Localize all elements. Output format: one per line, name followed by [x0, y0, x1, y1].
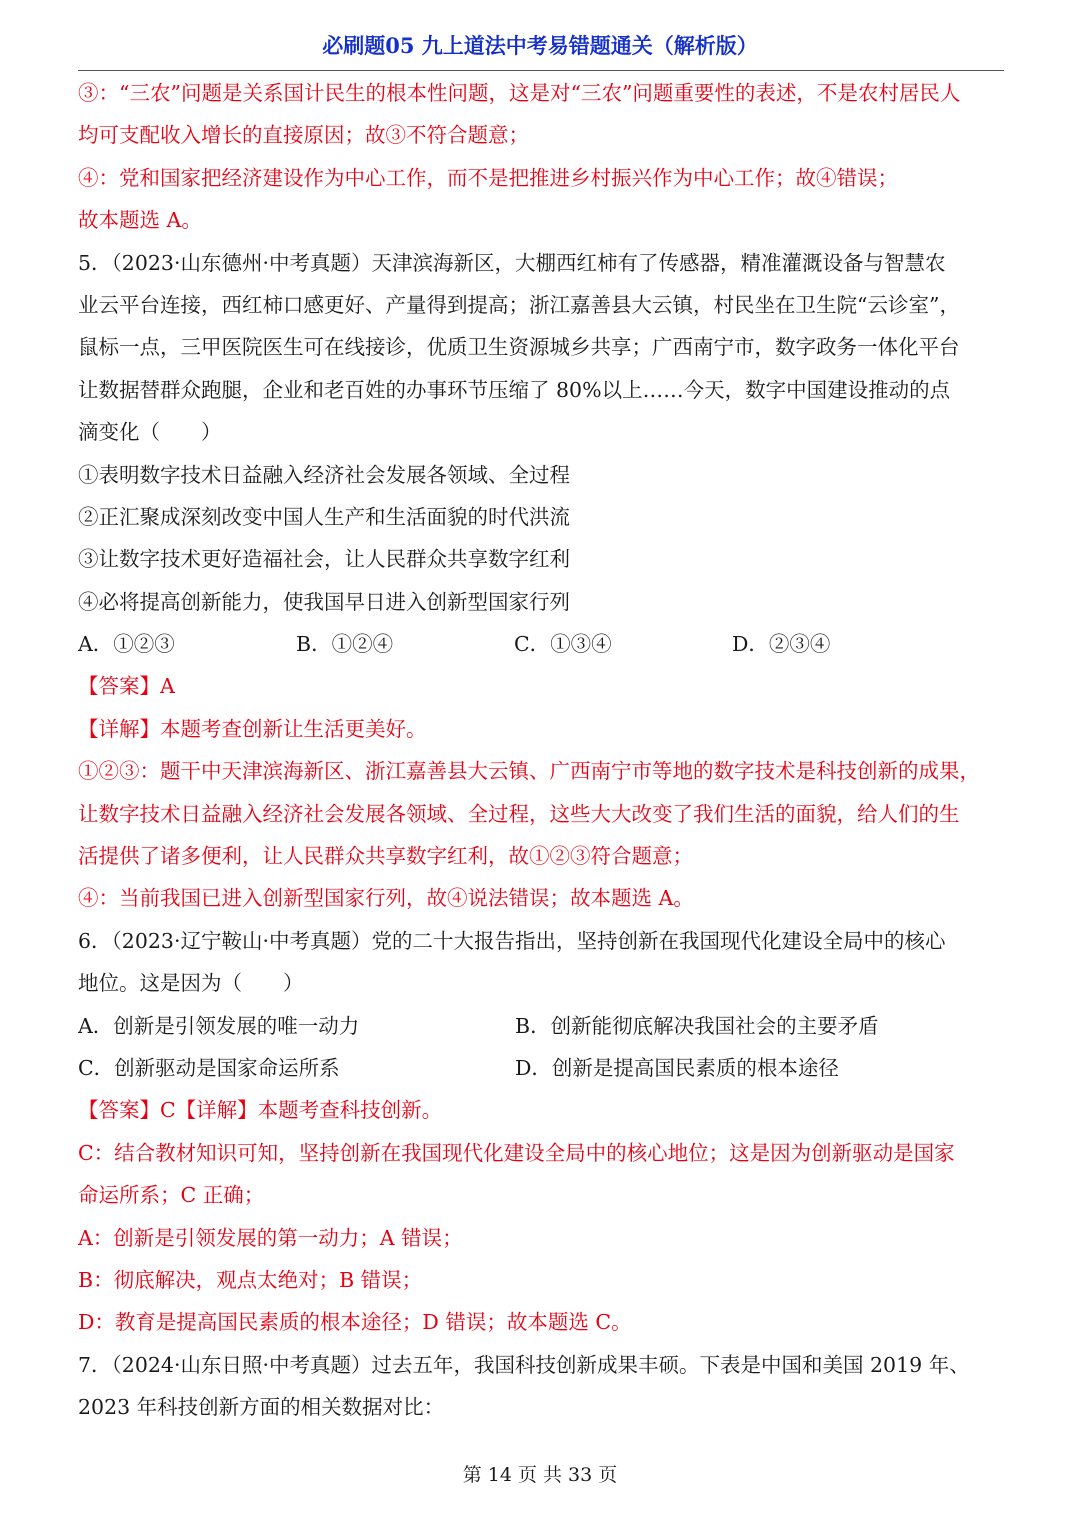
- q6-option-c: C．创新驱动是国家命运所系: [78, 1055, 340, 1080]
- q5-statement: ③让数字技术更好造福社会，让人民群众共享数字红利: [78, 547, 570, 572]
- q6-analysis-line: 命运所系；C 正确；: [78, 1183, 265, 1208]
- page-number-footer: 第 14 页 共 33 页: [462, 1464, 618, 1486]
- q5-stem-line: 5．（2023·山东德州·中考真题）天津滨海新区，大棚西红柿有了传感器，精准灌溉设备与智慧农: [78, 250, 946, 275]
- prev-analysis-line: ③：“三农”问题是关系国计民生的根本性问题，这是对“三农”问题重要性的表述，不是农村居民人: [78, 81, 961, 105]
- q5-stem-line: 鼠标一点，三甲医院医生可在线接诊，优质卫生资源城乡共享；广西南宁市，数字政务一体化平台: [78, 335, 960, 360]
- document-body: [78, 72, 1008, 1429]
- q5-analysis-line: 活提供了诸多便利，让人民群众共享数字红利，故①②③符合题意；: [78, 844, 693, 869]
- page-header-title: 必刷题05 九上道法中考易错题通关（解析版）: [322, 33, 758, 58]
- q5-option-d: D．②③④: [732, 632, 831, 657]
- q7-stem-line: 7．（2024·山东日照·中考真题）过去五年，我国科技创新成果丰硕。下表是中国和美国 2019 年、: [78, 1352, 970, 1377]
- q6-analysis-line: B：彻底解决，观点太绝对；B 错误；: [78, 1267, 423, 1292]
- q6-option-a: A．创新是引领发展的唯一动力: [78, 1013, 360, 1038]
- q5-option-c: C．①③④: [514, 632, 612, 657]
- q5-analysis-line: ①②③：题干中天津滨海新区、浙江嘉善县大云镇、广西南宁市等地的数字技术是科技创新的成果，: [78, 759, 980, 784]
- q6-analysis-line: 【答案】C【详解】本题考查科技创新。: [78, 1098, 443, 1123]
- q6-analysis-line: C：结合教材知识可知，坚持创新在我国现代化建设全局中的核心地位；这是因为创新驱动是国家: [78, 1140, 955, 1165]
- q5-analysis-line: 【详解】本题考查创新让生活更美好。: [78, 716, 427, 741]
- q5-statement: ①表明数字技术日益融入经济社会发展各领域、全过程: [78, 462, 570, 487]
- q5-option-a: A．①②③: [78, 632, 175, 657]
- q5-options: [78, 623, 1008, 665]
- q5-stem-line: 滴变化（ ）: [78, 420, 222, 445]
- header-divider: [78, 70, 1004, 71]
- q6-option-b: B．创新能彻底解决我国社会的主要矛盾: [515, 1013, 879, 1038]
- prev-analysis-line: 均可支配收入增长的直接原因；故③不符合题意；: [78, 123, 529, 148]
- q5-statement: ④必将提高创新能力，使我国早日进入创新型国家行列: [78, 589, 570, 614]
- prev-analysis-line: ④：党和国家把经济建设作为中心工作，而不是把推进乡村振兴作为中心工作；故④错误；: [78, 165, 898, 190]
- q6-option-d: D．创新是提高国民素质的根本途径: [515, 1055, 839, 1080]
- q5-option-b: B．①②④: [296, 632, 394, 657]
- prev-analysis-line: 故本题选 A。: [78, 208, 202, 233]
- q6-stem-line: 6．（2023·辽宁鞍山·中考真题）党的二十大报告指出，坚持创新在我国现代化建设全局中的核心: [78, 928, 946, 953]
- q6-options-row: [78, 1047, 1008, 1089]
- q7-stem-line: 2023 年科技创新方面的相关数据对比：: [78, 1395, 445, 1420]
- q5-answer: 【答案】A: [78, 674, 175, 699]
- q5-stem-line: 让数据替群众跑腿，企业和老百姓的办事环节压缩了 80%以上……今天，数字中国建设推动的点: [78, 377, 951, 402]
- q5-analysis-line: 让数字技术日益融入经济社会发展各领域、全过程，这些大大改变了我们生活的面貌，给人们的生: [78, 801, 960, 826]
- q5-stem-line: 业云平台连接，西红柿口感更好、产量得到提高；浙江嘉善县大云镇，村民坐在卫生院“云诊室”，: [78, 292, 960, 317]
- q6-analysis-line: A：创新是引领发展的第一动力；A 错误；: [78, 1225, 463, 1250]
- q6-options-row: [78, 1005, 1008, 1047]
- q5-analysis-line: ④：当前我国已进入创新型国家行列，故④说法错误；故本题选 A。: [78, 886, 694, 911]
- q6-analysis-line: D：教育是提高国民素质的根本途径；D 错误；故本题选 C。: [78, 1310, 632, 1335]
- q6-stem-line: 地位。这是因为（ ）: [78, 971, 304, 996]
- q5-statement: ②正汇聚成深刻改变中国人生产和生活面貌的时代洪流: [78, 504, 570, 529]
